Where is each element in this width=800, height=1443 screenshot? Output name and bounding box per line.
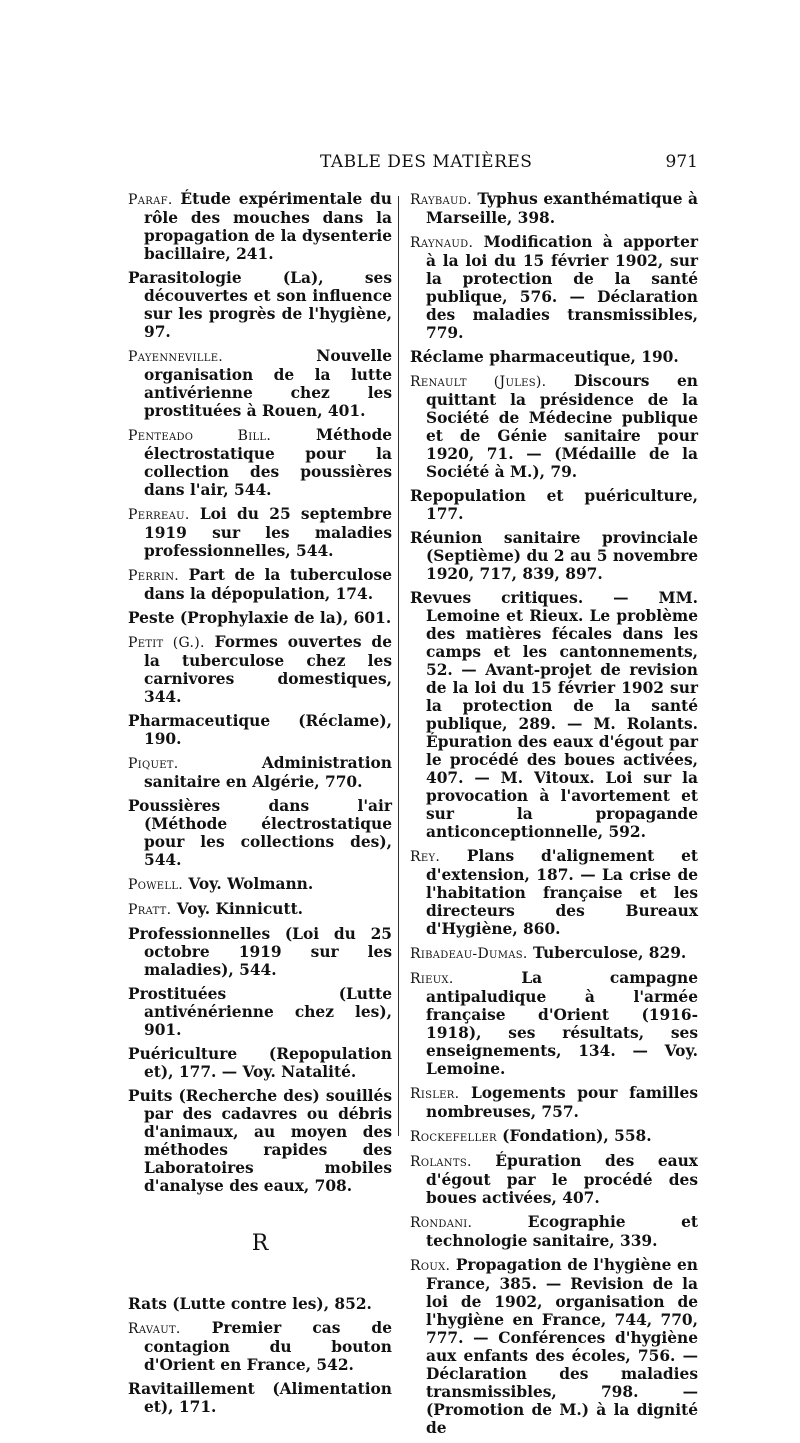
author-name: Petit (G.). (128, 635, 205, 651)
index-entry (128, 190, 392, 263)
index-entry (410, 348, 698, 366)
entry-text: Discours en quittant la présidence de la Société de Médecine publique et de Génie sanitaire pour 1920, 71. — (Médaille de la Société à M.), 79. (426, 372, 698, 481)
entry-text: Puériculture (Repopulation et), 177. — Voy. Natalité. (128, 1045, 392, 1081)
entry-text: La campagne antipaludique à l'armée française d'Orient (1916-1918), ses résultats, ses enseignements, 134. — Voy. Lemoine. (426, 969, 698, 1078)
index-entry (128, 1319, 392, 1374)
index-entry (128, 925, 392, 979)
author-name: Rolants. (410, 1154, 472, 1170)
entry-text: Formes ouvertes de la tuberculose chez les carnivores domestiques, 344. (144, 633, 392, 706)
entry-text: Repopulation et puériculture, 177. (410, 487, 698, 523)
entry-text: Réclame pharmaceutique, 190. (410, 348, 679, 366)
author-name: Ravaut. (128, 1321, 181, 1337)
entry-text: Logements pour familles nombreuses, 757. (426, 1084, 698, 1121)
author-name: Perreau. (128, 507, 190, 523)
author-name: Rondani. (410, 1215, 473, 1231)
index-entry (410, 487, 698, 523)
entry-text: Poussières dans l'air (Méthode électrostatique pour les collections des), 544. (128, 797, 392, 869)
index-entry (128, 1045, 392, 1081)
index-entry (128, 347, 392, 420)
entry-text: Méthode électrostatique pour la collection des poussières dans l'air, 544. (144, 426, 392, 499)
author-name: Raynaud. (410, 235, 474, 251)
entry-text: Administration sanitaire en Algérie, 770. (144, 754, 392, 791)
entry-text: Parasitologie (La), ses découvertes et son influence sur les progrès de l'hygiène, 97. (128, 269, 392, 341)
entry-text: Propagation de l'hygiène en France, 385. — Revision de la loi de 1902, organisation de l'hygiène en France, 744, 770, 777. — Conférences d'hygiène aux enfants des écoles, 756. — Déclaration des maladies transmissibles, 798. — (Promotion de M.) à la dignité de (426, 1256, 698, 1437)
section-letter: R (251, 1231, 269, 1256)
index-entry (128, 1087, 392, 1195)
entry-text: Réunion sanitaire provinciale (Septième) du 2 au 5 novembre 1920, 717, 839, 897. (410, 529, 698, 583)
author-name: Risler. (410, 1086, 460, 1102)
index-entry (410, 589, 698, 841)
index-entry (128, 566, 392, 603)
author-name: Roux. (410, 1258, 451, 1274)
entry-text: Épuration des eaux d'égout par le procédé des boues activées, 407. (426, 1152, 698, 1207)
page-number: 971 (665, 152, 698, 172)
index-entry (128, 1380, 392, 1416)
entry-text: Revues critiques. — MM. Lemoine et Rieux. Le problème des matières fécales dans les camps et les cantonnements, 52. — Avant-projet de revision de la loi du 15 février 1902 sur la protection de la santé publique, 289. — M. Rolants. Épuration des eaux d'égout par le procédé des boues activées, 407. — M. Vitoux. Loi sur la provocation à l'avortement et sur la propagande anticonceptionnelle, 592. (410, 589, 698, 841)
entry-text: Puits (Recherche des) souillés par des cadavres ou débris d'animaux, au moyen des méthodes rapides des Laboratoires mobiles d'analyse des eaux, 708. (128, 1087, 392, 1195)
entry-text: Étude expérimentale du rôle des mouches dans la propagation de la dysenterie bacillaire, 241. (144, 190, 392, 263)
entry-text: Voy. Kinnicutt. (171, 900, 304, 918)
index-entry (128, 712, 392, 748)
index-entry (128, 985, 392, 1039)
entry-text: Ravitaillement (Alimentation et), 171. (128, 1380, 392, 1416)
index-entry (410, 529, 698, 583)
author-name: Rey. (410, 849, 441, 865)
author-name: Pratt. (128, 902, 172, 918)
index-entry (410, 1213, 698, 1250)
author-name: Rockefeller (410, 1129, 497, 1145)
index-entry (410, 1256, 698, 1437)
index-entry (410, 1084, 698, 1121)
index-entry (410, 233, 698, 342)
index-entry (410, 969, 698, 1078)
running-title: TABLE DES MATIÈRES (320, 152, 533, 172)
index-entry (128, 797, 392, 869)
entry-text: Voy. Wolmann. (183, 875, 314, 893)
author-name: Perrin. (128, 568, 180, 584)
entry-text: Part de la tuberculose dans la dépopulation, 174. (144, 566, 392, 603)
entry-text: Plans d'alignement et d'extension, 187. — La crise de l'habitation française et les directeurs des Bureaux d'Hygiène, 860. (426, 847, 698, 938)
index-entry (128, 633, 392, 706)
author-name: Piquet. (128, 756, 179, 772)
author-name: Rieux. (410, 971, 454, 987)
author-name: Payenneville. (128, 349, 224, 365)
left-column (128, 190, 392, 1422)
entry-text: Professionnelles (Loi du 25 octobre 1919 sur les maladies), 544. (128, 925, 392, 979)
entry-text: (Fondation), 558. (496, 1127, 652, 1145)
entry-text: Pharmaceutique (Réclame), 190. (128, 712, 392, 748)
index-entry (128, 900, 392, 919)
entry-text: Premier cas de contagion du bouton d'Orient en France, 542. (144, 1319, 392, 1374)
right-column (410, 190, 698, 1443)
column-divider (398, 196, 399, 1136)
index-entry (128, 875, 392, 894)
index-entry (128, 426, 392, 499)
entry-text: Nouvelle organisation de la lutte antivérienne chez les prostituées à Rouen, 401. (144, 347, 392, 420)
entry-text: Typhus exanthématique à Marseille, 398. (426, 190, 698, 227)
author-name: Renault (Jules). (410, 374, 547, 390)
index-entry (410, 190, 698, 227)
entry-text: Ecographie et technologie sanitaire, 339. (426, 1213, 698, 1250)
index-entry (410, 847, 698, 938)
author-name: Paraf. (128, 192, 173, 208)
entry-text: Rats (Lutte contre les), 852. (128, 1295, 372, 1313)
author-name: Raybaud. (410, 192, 472, 208)
page-header (0, 152, 800, 176)
author-name: Penteado Bill. (128, 428, 272, 444)
index-entry (128, 754, 392, 791)
index-entry (128, 1295, 392, 1313)
index-entry (410, 1152, 698, 1207)
index-entry (128, 269, 392, 341)
entry-text: Prostituées (Lutte antivénérienne chez les), 901. (128, 985, 392, 1039)
entry-text: Loi du 25 septembre 1919 sur les maladies professionnelles, 544. (144, 505, 392, 560)
index-entry (410, 944, 698, 963)
entry-text: Modification à apporter à la loi du 15 février 1902, sur la protection de la santé publique, 576. — Déclaration des maladies transmissibles, 779. (426, 233, 698, 342)
author-name: Ribadeau-Dumas. (410, 946, 528, 962)
index-entry (410, 372, 698, 481)
entry-text: Peste (Prophylaxie de la), 601. (128, 609, 392, 627)
author-name: Powell. (128, 877, 184, 893)
index-entry (128, 609, 392, 627)
index-entry (128, 505, 392, 560)
entry-text: Tuberculose, 829. (527, 944, 687, 962)
index-entry (410, 1127, 698, 1146)
